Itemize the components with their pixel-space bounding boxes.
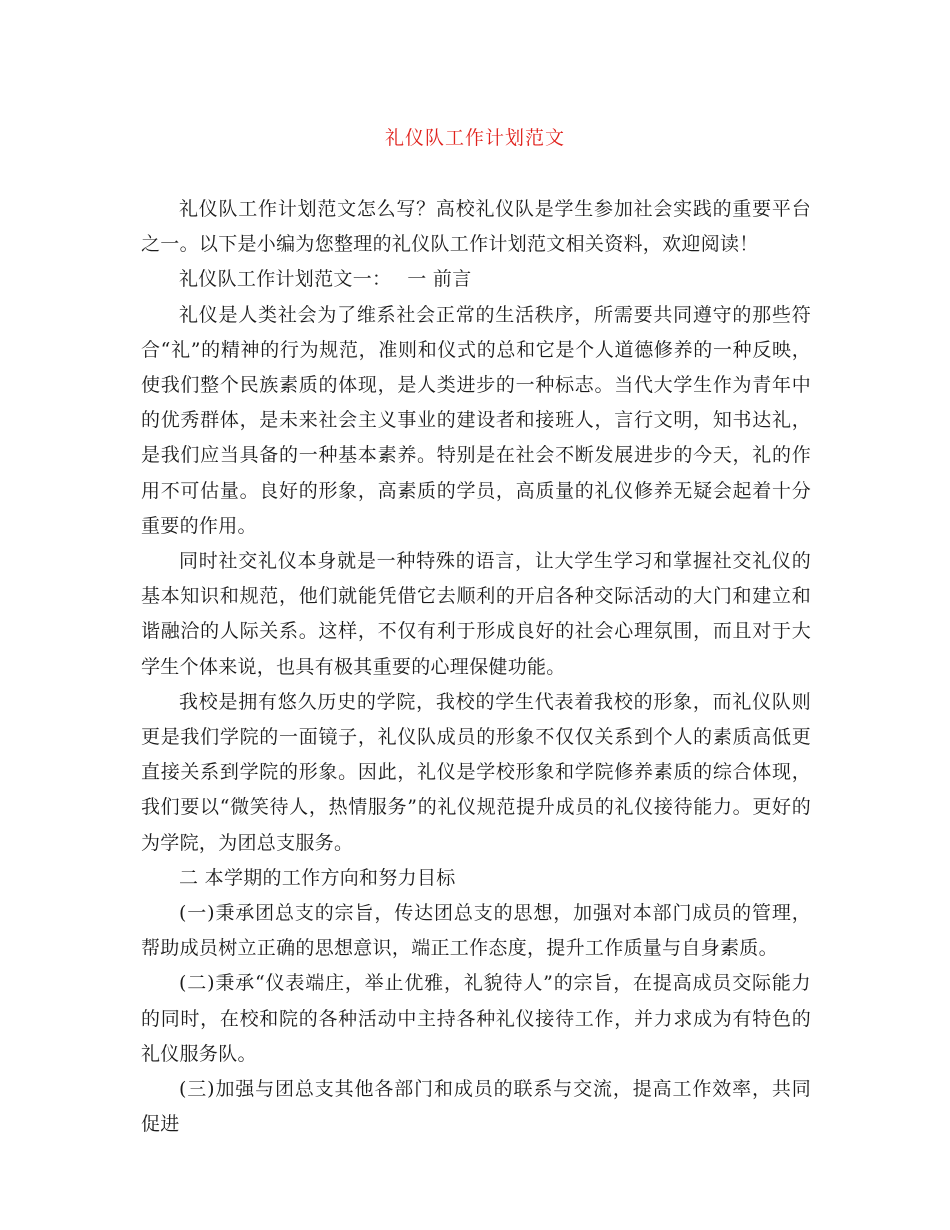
document-body	[141, 192, 811, 1142]
section-two-heading: 二 本学期的工作方向和努力目标	[179, 866, 456, 889]
section-one-heading-text: 礼仪队工作计划范文一： 一 前言	[179, 268, 472, 291]
body-paragraph: 我校是拥有悠久历史的学院，我校的学生代表着我校的形象，而礼仪队则更是我们学院的一面镜子，礼仪队成员的形象不仅仅关系到个人的素质高低更直接关系到学院的形象。因此，礼仪是学校形象和学院修养素质的综合体现，我们要以“微笑待人，热情服务”的礼仪规范提升成员的礼仪接待能力。更好的为学院，为团总支服务。	[141, 690, 811, 854]
goal-item: (三)加强与团总支其他各部门和成员的联系与交流，提高工作效率，共同促进	[141, 1078, 811, 1136]
intro-paragraph: 礼仪队工作计划范文怎么写？高校礼仪队是学生参加社会实践的重要平台之一。以下是小编为您整理的礼仪队工作计划范文相关资料，欢迎阅读！	[141, 198, 811, 256]
document-title: 礼仪队工作计划范文	[384, 127, 565, 149]
goal-item: (一)秉承团总支的宗旨，传达团总支的思想，加强对本部门成员的管理，帮助成员树立正确的思想意识，端正工作态度，提升工作质量与自身素质。	[141, 902, 811, 960]
body-paragraph: 同时社交礼仪本身就是一种特殊的语言，让大学生学习和掌握社交礼仪的基本知识和规范，他们就能凭借它去顺利的开启各种交际活动的大门和建立和谐融洽的人际关系。这样，不仅有利于形成良好的社会心理氛围，而且对于大学生个体来说，也具有极其重要的心理保健功能。	[141, 550, 811, 678]
body-paragraph: 礼仪是人类社会为了维系社会正常的生活秩序，所需要共同遵守的那些符合“礼”的精神的行为规范，准则和仪式的总和它是个人道德修养的一种反映，使我们整个民族素质的体现，是人类进步的一种标志。当代大学生作为青年中的优秀群体，是未来社会主义事业的建设者和接班人，言行文明，知书达礼，是我们应当具备的一种基本素养。特别是在社会不断发展进步的今天，礼的作用不可估量。良好的形象，高素质的学员，高质量的礼仪修养无疑会起着十分重要的作用。	[141, 303, 811, 537]
section-one-heading	[141, 262, 811, 297]
goal-item: (二)秉承“仪表端庄，举止优雅，礼貌待人”的宗旨，在提高成员交际能力的同时，在校和院的各种活动中主持各种礼仪接待工作，并力求成为有特色的礼仪服务队。	[141, 972, 811, 1065]
